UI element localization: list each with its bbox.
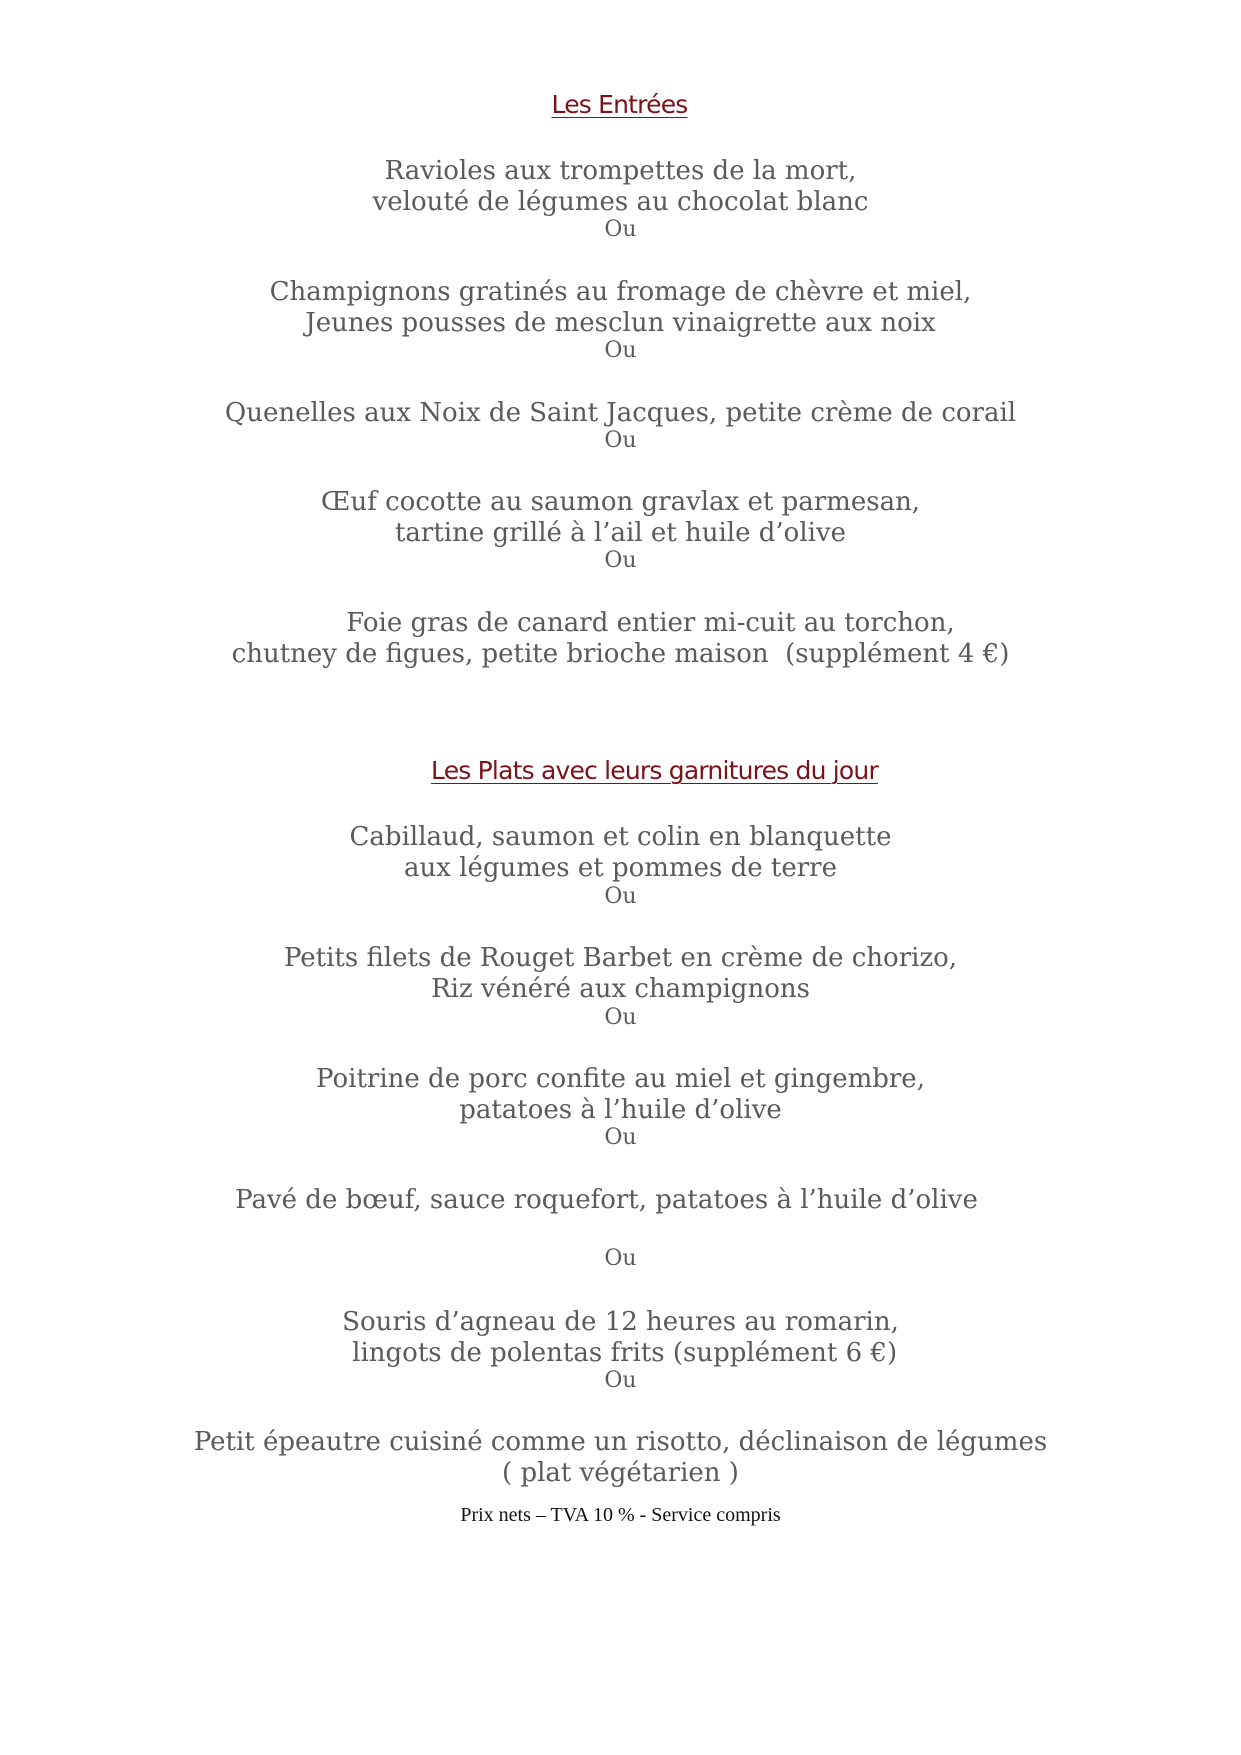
plats-heading: Les Plats avec leurs garnitures du jour: [431, 756, 878, 785]
separator-ou: Ou: [604, 1368, 637, 1393]
separator-ou: Ou: [604, 217, 637, 242]
entree-4-line-1: Œuf cocotte au saumon gravlax et parmesan,: [320, 487, 921, 517]
separator-ou: Ou: [604, 428, 637, 453]
entrees-heading: Les Entrées: [551, 90, 688, 119]
entree-5-line-1: Foie gras de canard entier mi-cuit au torchon,: [346, 608, 955, 638]
plat-6-line-2: ( plat végétarien ): [502, 1458, 739, 1488]
plat-5-line-2: lingots de polentas frits (supplément 6 €): [343, 1338, 898, 1368]
entree-3-line-1: Quenelles aux Noix de Saint Jacques, petite crème de corail: [224, 398, 1017, 428]
entree-4-line-2: tartine grillé à l’ail et huile d’olive: [394, 518, 847, 548]
separator-ou: Ou: [604, 884, 637, 909]
entree-2-line-1: Champignons gratinés au fromage de chèvre et miel,: [269, 277, 972, 307]
entree-1-line-2: velouté de légumes au chocolat blanc: [372, 187, 869, 217]
plat-1-line-2: aux légumes et pommes de terre: [404, 853, 837, 883]
separator-ou: Ou: [604, 338, 637, 363]
plat-3-line-1: Poitrine de porc confite au miel et gingembre,: [316, 1064, 925, 1094]
plat-4-line-1: Pavé de bœuf, sauce roquefort, patatoes à l’huile d’olive: [235, 1185, 978, 1215]
entree-2-line-2: Jeunes pousses de mesclun vinaigrette aux noix: [305, 308, 936, 338]
separator-ou: Ou: [604, 1125, 637, 1150]
plat-3-line-2: patatoes à l’huile d’olive: [459, 1095, 782, 1125]
separator-ou: Ou: [604, 548, 637, 573]
separator-ou: Ou: [604, 1246, 637, 1271]
separator-ou: Ou: [604, 1005, 637, 1030]
plat-2-line-1: Petits filets de Rouget Barbet en crème de chorizo,: [283, 943, 958, 973]
entree-1-line-1: Ravioles aux trompettes de la mort,: [384, 156, 857, 186]
plat-5-line-1: Souris d’agneau de 12 heures au romarin,: [342, 1307, 899, 1337]
plat-2-line-2: Riz vénéré aux champignons: [431, 974, 810, 1004]
plat-6-line-1: Petit épeautre cuisiné comme un risotto, déclinaison de légumes: [193, 1427, 1048, 1457]
plat-1-line-1: Cabillaud, saumon et colin en blanquette: [349, 822, 892, 852]
price-footer: Prix nets – TVA 10 % - Service compris: [460, 1504, 781, 1526]
entree-5-line-2: chutney de figues, petite brioche maison (supplément 4 €): [231, 639, 1010, 669]
